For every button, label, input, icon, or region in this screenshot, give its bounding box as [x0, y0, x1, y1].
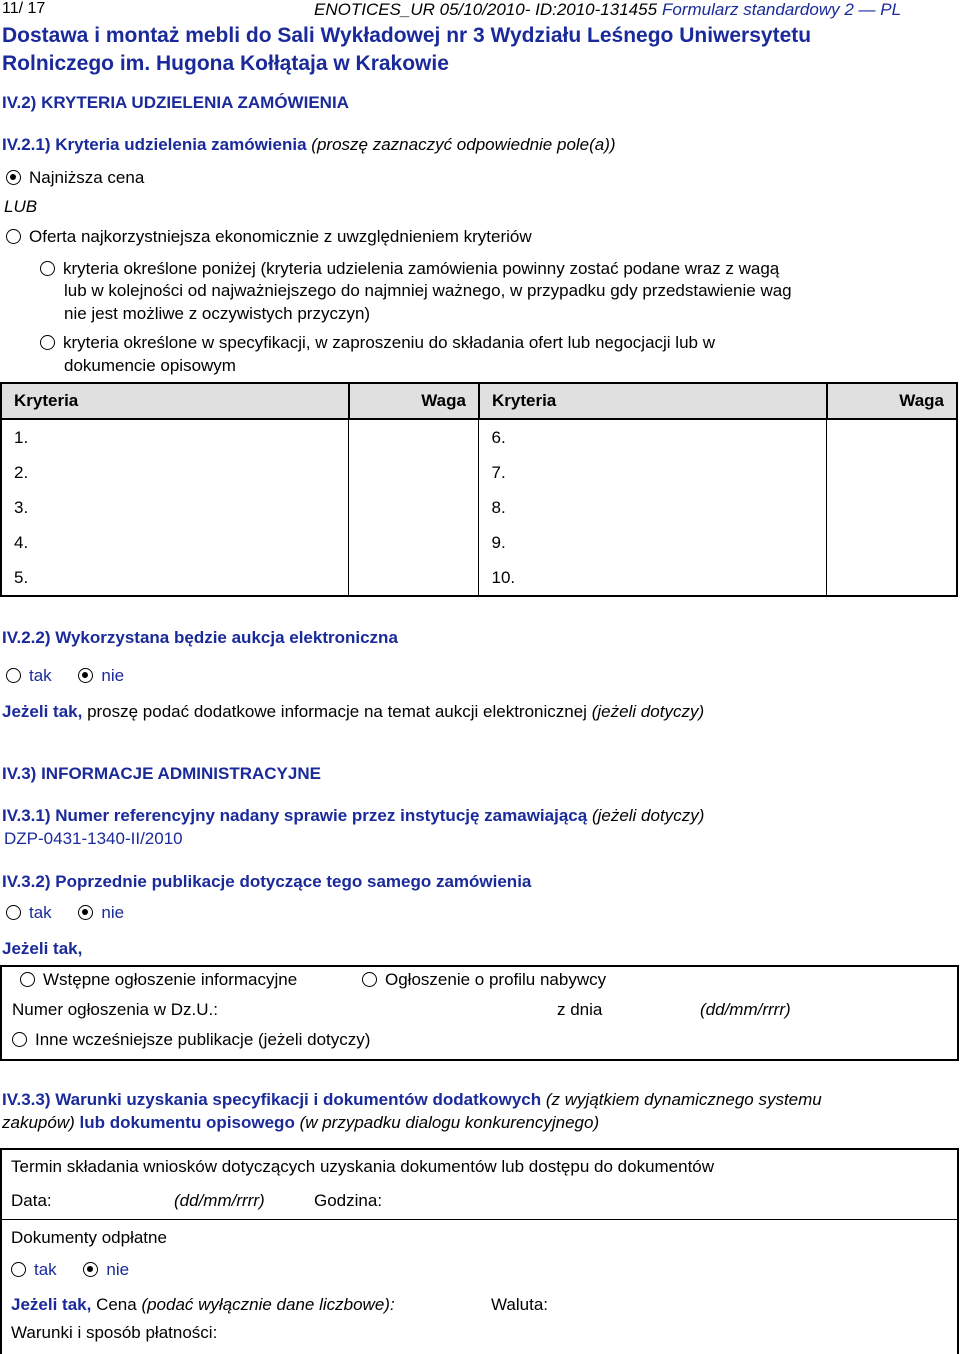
- radio-empty-icon[interactable]: [6, 668, 21, 683]
- table-row: [1, 560, 957, 596]
- date-format: (dd/mm/rrrr): [700, 1000, 791, 1019]
- radio-empty-icon[interactable]: [12, 1032, 27, 1047]
- form-name: Formularz standardowy 2 — PL: [662, 0, 902, 19]
- radio-empty-icon[interactable]: [20, 972, 35, 987]
- page-number: 11/ 17: [2, 0, 46, 17]
- weight-cell[interactable]: [349, 490, 479, 525]
- radio-selected-icon[interactable]: [78, 905, 93, 920]
- deadline-date-label: Data:: [11, 1191, 52, 1210]
- column-header: Waga: [349, 383, 479, 419]
- column-header: Kryteria: [479, 383, 827, 419]
- sub-option-criteria-below[interactable]: kryteria określone poniżej (kryteria udzielenia zamówienia powinny zostać podane wraz z wagą: [40, 259, 779, 279]
- date-label: z dnia: [557, 1000, 603, 1019]
- deadline-label: Termin składania wniosków dotyczących uzyskania dokumentów lub dostępu do dokumentów: [11, 1157, 715, 1176]
- option-yes[interactable]: tak: [6, 666, 52, 685]
- weight-cell[interactable]: [349, 455, 479, 490]
- option-no[interactable]: nie: [83, 1260, 129, 1279]
- auction-radio-group: [6, 666, 124, 686]
- weight-cell[interactable]: [827, 419, 957, 455]
- radio-empty-icon[interactable]: [40, 335, 55, 350]
- auction-followup: Jeżeli tak, proszę podać dodatkowe informacje na temat aukcji elektronicznej (jeżeli dotyczy): [2, 702, 705, 721]
- page-title-line1: Dostawa i montaż mebli do Sali Wykładowej nr 3 Wydziału Leśnego Uniwersytetu: [2, 24, 812, 47]
- question-iv21: [2, 135, 616, 155]
- prior-pub-radio-group: [6, 903, 124, 923]
- option-yes[interactable]: tak: [11, 1260, 57, 1279]
- radio-selected-icon[interactable]: [6, 170, 21, 185]
- paid-docs-label: Dokumenty odpłatne: [11, 1228, 167, 1247]
- criteria-cell: 2.: [1, 455, 349, 490]
- radio-selected-icon[interactable]: [83, 1262, 98, 1277]
- section-heading-iv3: IV.3) INFORMACJE ADMINISTRACYJNE: [2, 764, 321, 783]
- table-row: [1, 525, 957, 560]
- question-iv22: IV.2.2) Wykorzystana będzie aukcja elektroniczna: [2, 628, 398, 647]
- section-heading-iv2: IV.2) KRYTERIA UDZIELENIA ZAMÓWIENIA: [2, 93, 349, 112]
- criteria-cell: 7.: [491, 462, 506, 482]
- weight-cell[interactable]: [827, 490, 957, 525]
- option-no[interactable]: nie: [78, 903, 124, 922]
- criteria-cell: 6.: [491, 427, 506, 447]
- sub-option-text: nie jest możliwe z oczywistych przyczyn): [64, 304, 371, 323]
- criteria-table: [0, 382, 958, 597]
- radio-empty-icon[interactable]: [6, 229, 21, 244]
- divider: [0, 1219, 959, 1220]
- question-hint: (proszę zaznaczyć odpowiednie pole(a)): [311, 135, 616, 154]
- sub-option-text: lub w kolejności od najważniejszego do najmniej ważnego, w przypadku gdy przedstawienie wag: [64, 281, 792, 300]
- criteria-cell: 4.: [1, 525, 349, 560]
- reference-number: DZP-0431-1340-II/2010: [4, 829, 183, 848]
- radio-selected-icon[interactable]: [78, 668, 93, 683]
- option-other-publications[interactable]: Inne wcześniejsze publikacje (jeżeli dotyczy): [12, 1030, 370, 1050]
- criteria-cell: 10.: [479, 560, 827, 596]
- option-yes[interactable]: tak: [6, 903, 52, 922]
- lub-label: LUB: [4, 197, 38, 216]
- weight-cell[interactable]: [349, 419, 479, 455]
- page-title-line2: Rolniczego im. Hugona Kołłątaja w Krakowie: [2, 52, 449, 75]
- option-most-advantageous[interactable]: Oferta najkorzystniejsza ekonomicznie z uwzględnieniem kryteriów: [6, 227, 532, 247]
- criteria-cell: 1.: [1, 419, 349, 455]
- radio-empty-icon[interactable]: [362, 972, 377, 987]
- criteria-cell: 5.: [1, 560, 349, 596]
- prior-pub-followup: Jeżeli tak,: [2, 939, 83, 958]
- paid-docs-radio-group: [11, 1260, 129, 1280]
- table-row: [1, 419, 957, 455]
- sub-option-criteria-spec[interactable]: kryteria określone w specyfikacji, w zaproszeniu do składania ofert lub negocjacji lub w: [40, 333, 715, 353]
- option-no[interactable]: nie: [78, 666, 124, 685]
- deadline-time-label: Godzina:: [314, 1191, 383, 1210]
- option-buyer-profile-notice[interactable]: Ogłoszenie o profilu nabywcy: [362, 970, 606, 990]
- criteria-cell: 3.: [1, 490, 349, 525]
- deadline-date-format: (dd/mm/rrrr): [174, 1191, 265, 1210]
- column-header: Kryteria: [1, 383, 349, 419]
- weight-cell[interactable]: [827, 525, 957, 560]
- sub-option-text: dokumencie opisowym: [64, 356, 236, 375]
- criteria-cell: 9.: [491, 532, 506, 552]
- question-iv31: IV.3.1) Numer referencyjny nadany sprawie przez instytucję zamawiającą (jeżeli dotyczy): [2, 806, 705, 825]
- radio-empty-icon[interactable]: [40, 261, 55, 276]
- question-iv33-line2: zakupów) lub dokumentu opisowego (w przypadku dialogu konkurencyjnego): [2, 1113, 600, 1132]
- option-prior-info-notice[interactable]: Wstępne ogłoszenie informacyjne: [20, 970, 297, 990]
- table-header-row: [1, 383, 957, 419]
- weight-cell[interactable]: [349, 525, 479, 560]
- question-iv33-line1: IV.3.3) Warunki uzyskania specyfikacji i dokumentów dodatkowych (z wyjątkiem dynamicznego systemu: [2, 1090, 822, 1109]
- price-line: Jeżeli tak, Cena (podać wyłącznie dane liczbowe):: [11, 1295, 395, 1314]
- notice-id: ENOTICES_UR 05/10/2010- ID:2010-131455: [314, 0, 658, 19]
- payment-terms-label: Warunki i sposób płatności:: [11, 1323, 218, 1342]
- question-iv32: IV.3.2) Poprzednie publikacje dotyczące tego samego zamówienia: [2, 872, 532, 891]
- table-row: [1, 490, 957, 525]
- weight-cell[interactable]: [827, 455, 957, 490]
- question-label: IV.2.1) Kryteria udzielenia zamówienia: [2, 135, 307, 154]
- criteria-cell: 8.: [491, 497, 506, 517]
- option-lowest-price[interactable]: Najniższa cena: [6, 168, 144, 188]
- radio-empty-icon[interactable]: [6, 905, 21, 920]
- notice-number-label: Numer ogłoszenia w Dz.U.:: [12, 1000, 218, 1019]
- radio-empty-icon[interactable]: [11, 1262, 26, 1277]
- weight-cell[interactable]: [349, 560, 479, 596]
- currency-label: Waluta:: [491, 1295, 549, 1314]
- weight-cell[interactable]: [827, 560, 957, 596]
- table-row: [1, 455, 957, 490]
- column-header: Waga: [827, 383, 957, 419]
